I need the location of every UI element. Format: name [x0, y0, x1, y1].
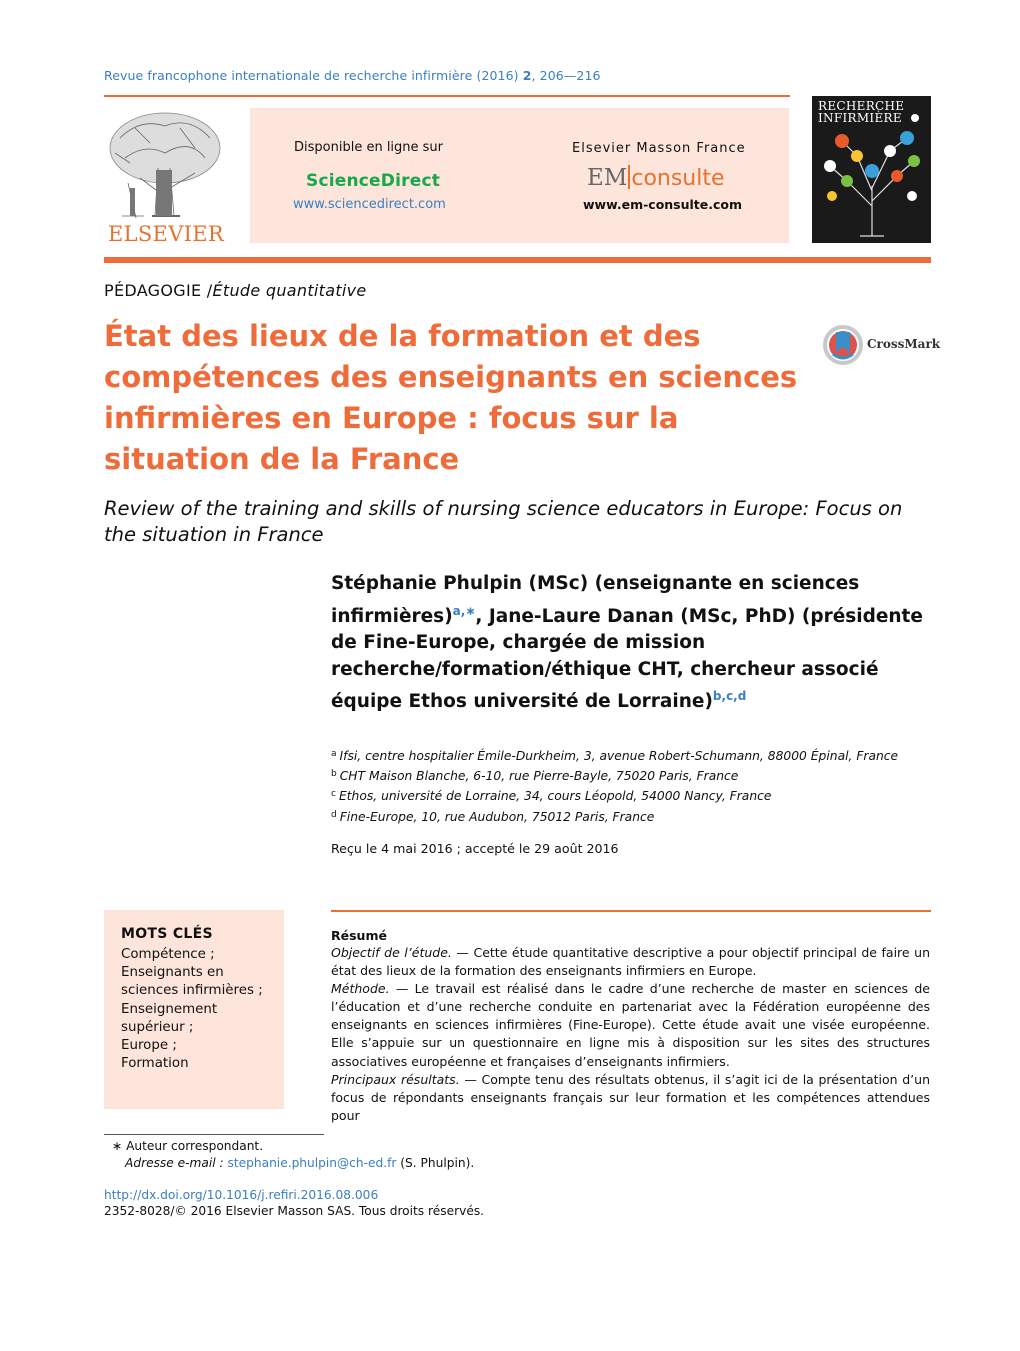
crossmark-icon[interactable]: [823, 324, 863, 366]
affiliation-item: $^a$ Ifsi, centre hospitalier Émile-Durkheim, 3, avenue Robert-Schumann, 88000 Épinal, France: [331, 749, 899, 763]
em-consulte-logo[interactable]: EM consulte: [587, 165, 725, 191]
keywords-title: MOTS CLÉS: [121, 926, 213, 942]
affiliation-item: $^c$ Ethos, université de Lorraine, 34, cours Léopold, 54000 Nancy, France: [331, 789, 772, 804]
abstract-heading: Résumé: [331, 928, 387, 943]
keyword-item: Compétence ;: [121, 947, 215, 962]
journal-reference[interactable]: Revue francophone internationale de recherche infirmière (2016) 2, 206—216: [104, 68, 601, 83]
em-publisher-label: Elsevier Masson France: [572, 141, 746, 156]
section-label: PÉDAGOGIE /Étude quantitative: [104, 281, 367, 300]
received-accepted-dates: Reçu le 4 mai 2016 ; accepté le 29 août 2016: [331, 841, 619, 856]
footnote-rule: [104, 1134, 324, 1135]
keyword-item: Formation: [121, 1056, 189, 1072]
crossmark-label[interactable]: CrossMark: [867, 337, 941, 351]
abstract-method: Méthode. — Le travail est réalisé dans le cadre d’une recherche de master en sciences de l’éducation et d’une recherche conduite en partenariat avec la Fédération européenne des enseignants en sciences infirmières (Fine-Europe). Cette étude avait une visée européenne. Elle s’appuie sur un questionnaire en ligne mis à disposition sur les sites des structures associatives européenne et françaises d’enseignants infirmiers.: [331, 981, 930, 1069]
keyword-item: Enseignement supérieur ;: [121, 1001, 218, 1035]
keyword-item: Europe ;: [121, 1038, 177, 1054]
article-title: État des lieux de la formation et des compétences des enseignants en sciences infirmières en Europe : focus sur la situation de la France: [104, 319, 798, 476]
header-rule: [104, 95, 790, 97]
corresponding-author-note: ∗ Auteur correspondant.: [112, 1139, 264, 1153]
author-list: Stéphanie Phulpin (MSc) (enseignante en sciences infirmières)$^{a,∗}$, Jane-Laure Danan (MSc, PhD) (présidente de Fine-Europe, chargée de mission recherche/formation/éthique CHT, chercheur associé équipe Ethos université de Lorraine)$^{b,c,d}$: [331, 573, 923, 712]
em-consulte-link[interactable]: www.em-consulte.com: [583, 197, 743, 212]
email-note: Adresse e-mail : stephanie.phulpin@ch-ed.fr (S. Phulpin).: [125, 1156, 475, 1170]
elsevier-wordmark: ELSEVIER: [108, 222, 224, 246]
keywords-list: [121, 946, 271, 1073]
cover-title: RECHERCHE INFIRMIÈRE: [818, 99, 905, 125]
sciencedirect-link[interactable]: www.sciencedirect.com: [293, 197, 446, 212]
author2-affiliation-links[interactable]: b,c,d: [712, 689, 747, 703]
affiliations: [331, 745, 931, 826]
article-title-english: Review of the training and skills of nursing science educators in Europe: Focus on the situation in France: [104, 497, 903, 546]
abstract-body: [331, 944, 930, 1125]
affiliation-item: $^b$ CHT Maison Blanche, 6-10, rue Pierre-Bayle, 75020 Paris, France: [331, 769, 739, 784]
header-bottom-rule: [104, 257, 931, 263]
copyright-line: 2352-8028/© 2016 Elsevier Masson SAS. Tous droits réservés.: [104, 1204, 485, 1218]
doi-link[interactable]: http://dx.doi.org/10.1016/j.refiri.2016.08.006: [104, 1188, 379, 1202]
author1-affiliation-links[interactable]: a,∗: [452, 603, 476, 618]
keyword-item: Enseignants en sciences infirmières ;: [121, 965, 263, 999]
sciencedirect-logo[interactable]: ScienceDirect: [306, 171, 441, 191]
email-link[interactable]: stephanie.phulpin@ch-ed.fr: [227, 1156, 397, 1170]
abstract-rule: [331, 910, 931, 912]
affiliation-item: $^d$ Fine-Europe, 10, rue Audubon, 75012 Paris, France: [331, 809, 655, 824]
abstract-objective: Objectif de l’étude. — Cette étude quantitative descriptive a pour objectif principal de faire un état des lieux de la formation des enseignants infirmiers en Europe.: [331, 945, 930, 979]
abstract-results: Principaux résultats. — Compte tenu des résultats obtenus, il s’agit ici de la présentation d’un focus de répondants enseignants français sur leur formation et les compétences attendues pour: [331, 1071, 930, 1123]
available-online-label: Disponible en ligne sur: [294, 140, 444, 155]
